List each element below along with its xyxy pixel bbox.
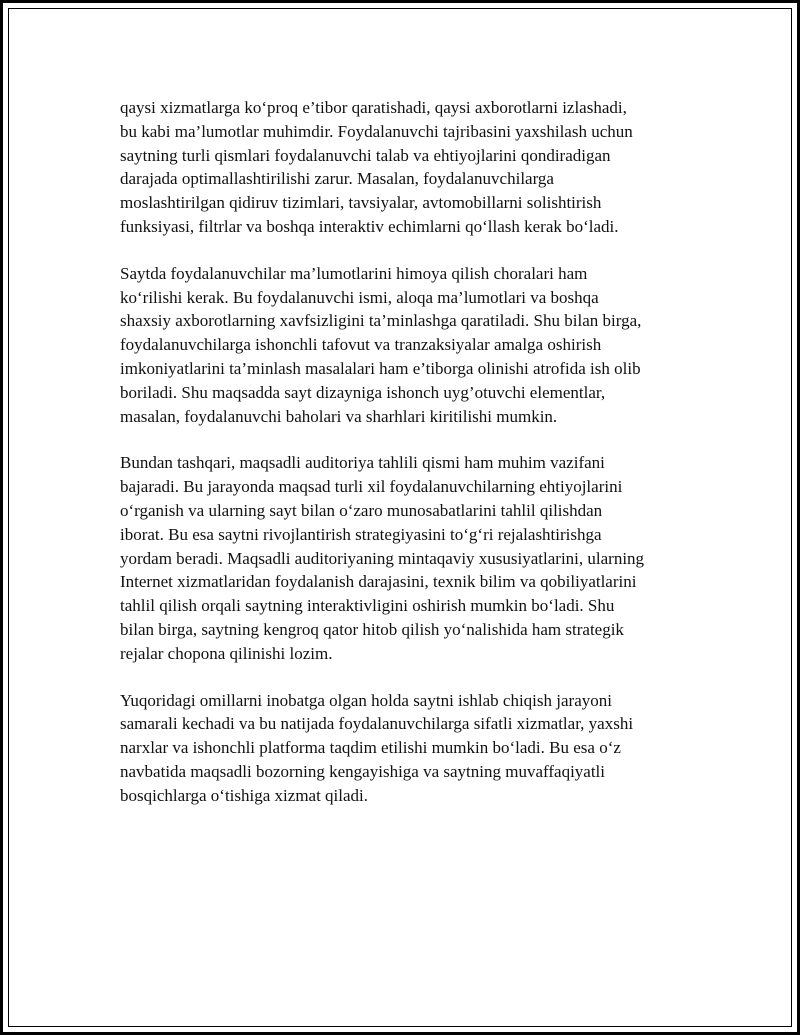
paragraph: Saytda foydalanuvchilar ma’lumotlarini himoya qilish choralari ham ko‘rilishi kerak. Bu foydalanuvchi ismi, aloqa ma’lumotlari va boshqa shaxsiy axborotlarning xavfsizligini ta’minlashga qaratiladi. Shu bilan birga, foydalanuvchilarga ishonchli tafovut va tranzaksiyalar amalga oshirish imkoniyatlarini ta’minlash masalalari ham e’tiborga olinishi atrofida ish olib boriladi. Shu maqsadda sayt dizayniga ishonch uyg’otuvchi elementlar, masalan, foydalanuvchi baholari va sharhlari kiritilishi mumkin. — [120, 263, 642, 426]
paragraph: Bundan tashqari, maqsadli auditoriya tahlili qismi ham muhim vazifani bajaradi. Bu jarayonda maqsad turli xil foydalanuvchilarning ehtiyojlarini o‘rganish va ularning sayt bilan o‘zaro munosabatlarini tahlil qilishdan iborat. Bu esa saytni rivojlantirish strategiyasini to‘g‘ri rejalashtirishga yordam beradi. Maqsadli auditoriyaning mintaqaviy xususiyatlarini, ularning Internet xizmatlaridan foydalanish darajasini, texnik bilim va qobiliyatlarini tahlil qilish orqali saytning interaktivligini oshirish mumkin bo‘ladi. Shu bilan birga, saytning kengroq qator hitob qilish yo‘nalishida ham strategik rejalar chopona qilinishi lozim. — [120, 453, 645, 663]
document-body — [120, 96, 700, 831]
paragraph: qaysi xizmatlarga ko‘proq e’tibor qaratishadi, qaysi axborotlarni izlashadi, bu kabi ma’lumotlar muhimdir. Foydalanuvchi tajribasini yaxshilash uchun saytning turli qismlari foydalanuvchi talab va ehtiyojlarini qondiradigan darajada optimallashtirilishi zarur. Masalan, foydalanuvchilarga moslashtirilgan qidiruv tizimlari, tavsiyalar, avtomobillarni solishtirish funksiyasi, filtrlar va boshqa interaktiv echimlarni qo‘llash kerak bo‘ladi. — [120, 98, 633, 236]
paragraph: Yuqoridagi omillarni inobatga olgan holda saytni ishlab chiqish jarayoni samarali kechadi va bu natijada foydalanuvchilarga sifatli xizmatlar, yaxshi narxlar va ishonchli platforma taqdim etilishi mumkin bo‘ladi. Bu esa o‘z navbatida maqsadli bozorning kengayishiga va saytning muvaffaqiyatli bosqichlarga o‘tishiga xizmat qiladi. — [120, 690, 634, 805]
